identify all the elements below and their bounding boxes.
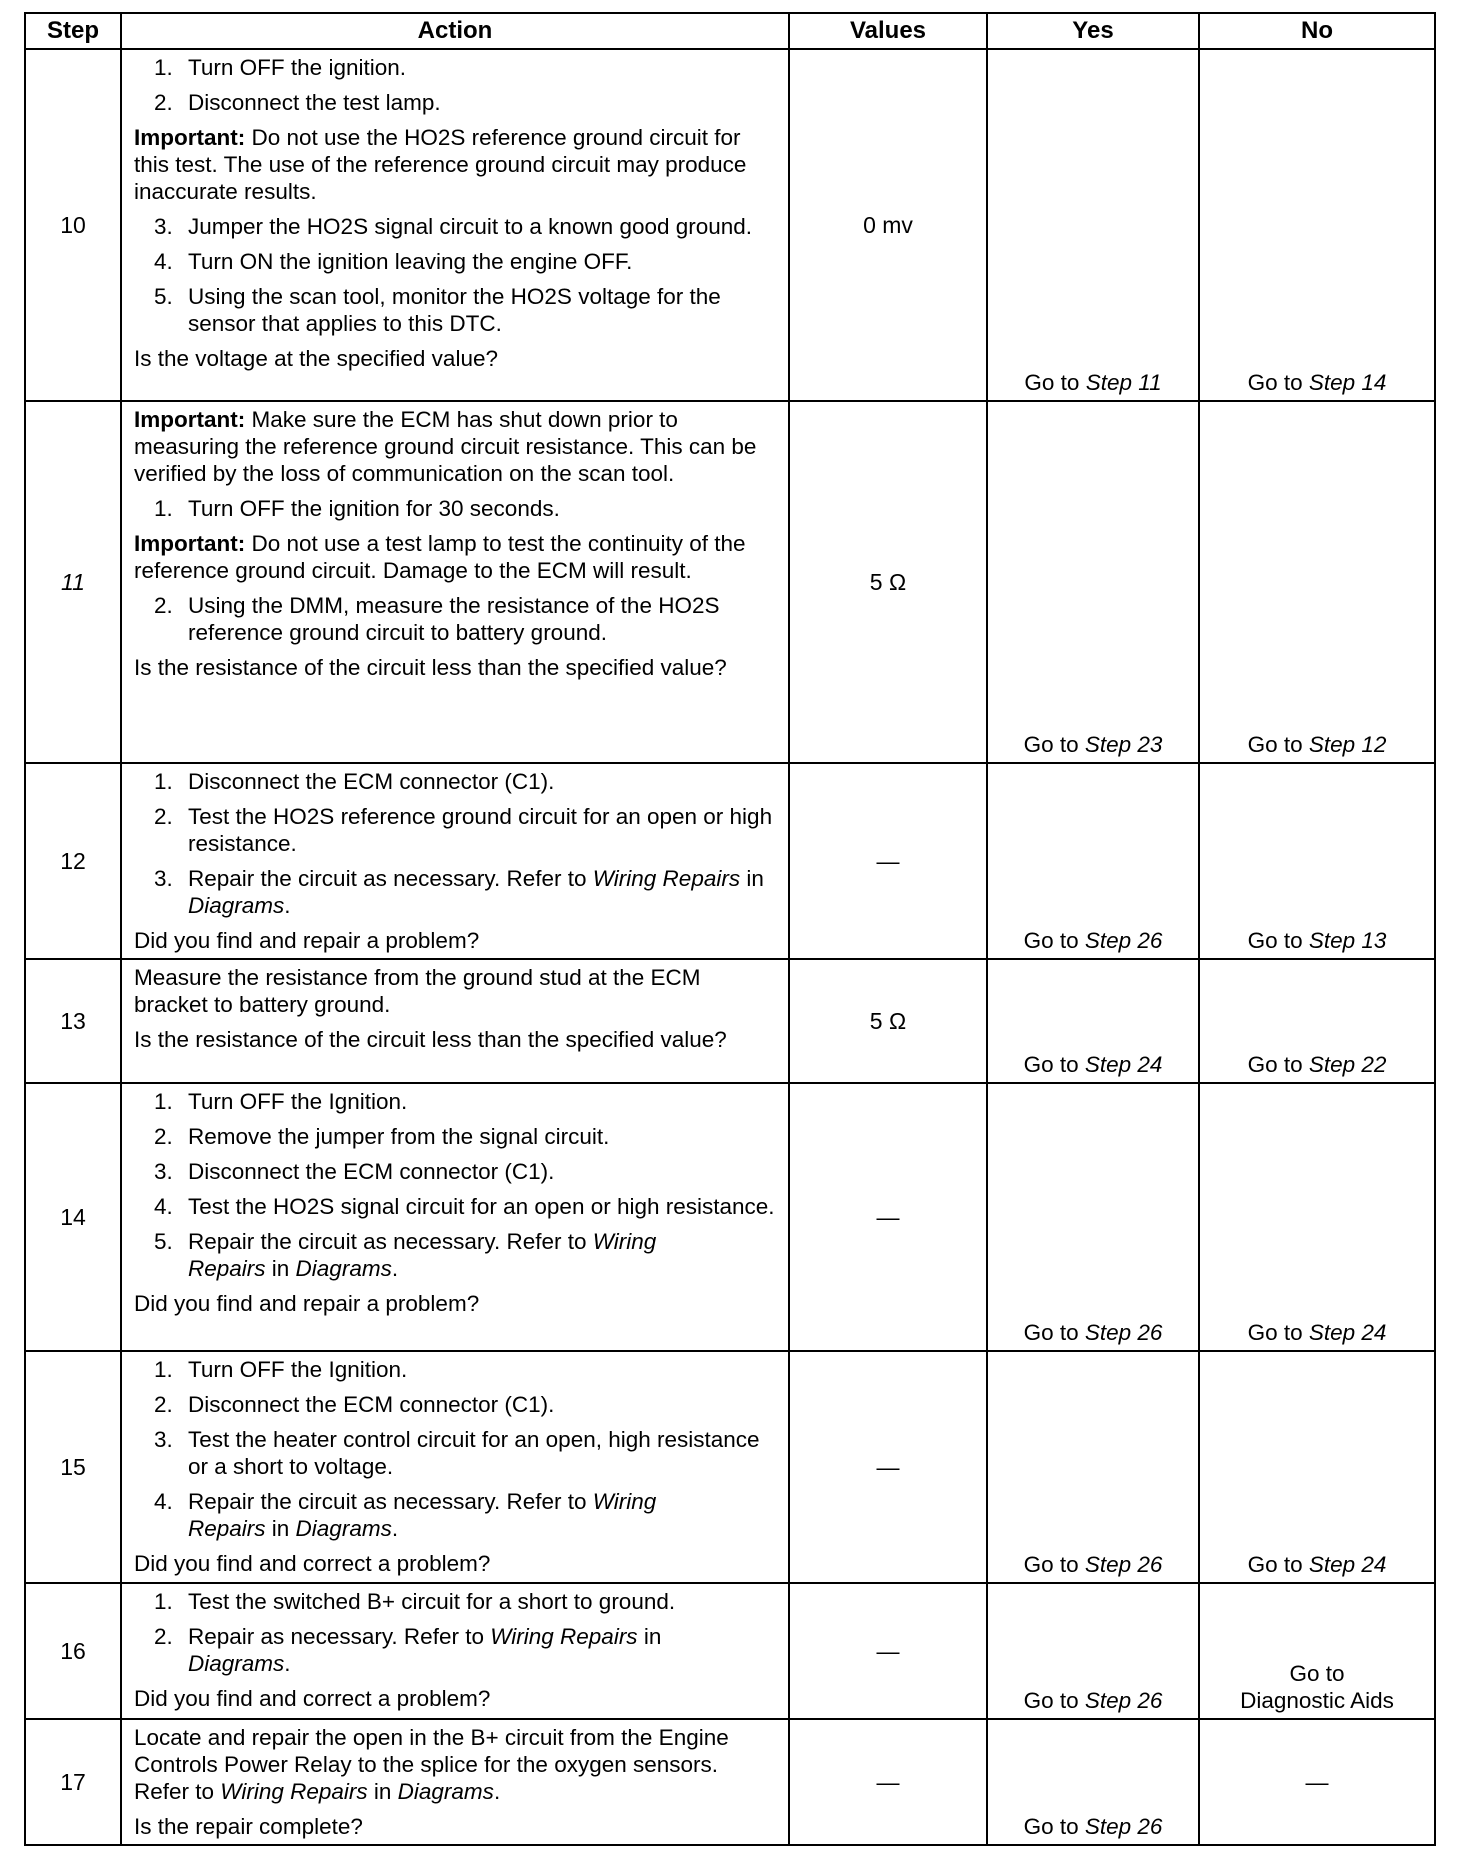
no-cell: Go to Step 13: [1199, 763, 1435, 959]
value-cell: —: [789, 1083, 987, 1351]
table-row: [25, 401, 1435, 763]
action-cell: [121, 1583, 789, 1719]
no-cell: Go to Step 22: [1199, 959, 1435, 1083]
step-reference: Step 26: [1084, 1320, 1163, 1345]
table-row: [25, 1583, 1435, 1719]
no-cell: Go to Diagnostic Aids: [1199, 1583, 1435, 1719]
question: Is the repair complete?: [134, 1814, 363, 1839]
question: Is the resistance of the circuit less than the specified value?: [134, 1027, 727, 1052]
step-reference: Step 26: [1084, 1814, 1163, 1839]
yes-cell: Go to Step 26: [987, 1351, 1199, 1583]
step-number: 17: [25, 1719, 121, 1845]
question: Did you find and correct a problem?: [134, 1551, 491, 1576]
action-cell: [121, 959, 789, 1083]
step-number: 12: [25, 763, 121, 959]
table-row: [25, 49, 1435, 401]
diagnostic-table-page: [24, 12, 1434, 1846]
list-item: 1. Turn OFF the Ignition.: [154, 1089, 408, 1114]
step-reference: Step 26: [1084, 1552, 1163, 1577]
step-number: 15: [25, 1351, 121, 1583]
action-cell: [121, 763, 789, 959]
value-cell: 0 mv: [789, 49, 987, 401]
table-row: [25, 1351, 1435, 1583]
yes-cell: Go to Step 26: [987, 1583, 1199, 1719]
step-reference: Step 23: [1084, 732, 1163, 757]
step-reference: Step 24: [1308, 1552, 1387, 1577]
question: Is the resistance of the circuit less than the specified value?: [134, 655, 727, 680]
important-note: Important: Do not use a test lamp to test the continuity of the reference ground circuit. Damage to the ECM will result.: [134, 531, 746, 583]
list-item: 2. Test the HO2S reference ground circuit for an open or high resistance.: [154, 804, 773, 856]
list-item: 1. Turn OFF the Ignition.: [154, 1357, 408, 1382]
table-row: [25, 959, 1435, 1083]
no-cell: Go to Step 12: [1199, 401, 1435, 763]
header-step: Step: [25, 13, 121, 49]
list-item: 2. Remove the jumper from the signal circuit.: [154, 1124, 610, 1149]
table-row: [25, 1719, 1435, 1845]
step-reference: Step 26: [1084, 928, 1163, 953]
step-reference: Step 13: [1308, 928, 1387, 953]
question: Is the voltage at the specified value?: [134, 346, 498, 371]
question: Did you find and correct a problem?: [134, 1686, 491, 1711]
value-cell: 5 Ω: [789, 401, 987, 763]
list-item: 5. Using the scan tool, monitor the HO2S voltage for the sensor that applies to this DTC.: [154, 284, 721, 336]
list-item: 4. Repair the circuit as necessary. Refer to Wiring Repairs in Diagrams.: [154, 1489, 657, 1541]
question: Did you find and repair a problem?: [134, 1291, 480, 1316]
list-item: 2. Disconnect the ECM connector (C1).: [154, 1392, 555, 1417]
list-item: 1. Turn OFF the ignition.: [154, 55, 407, 80]
step-reference: Step 11: [1085, 370, 1162, 395]
important-note: Important: Make sure the ECM has shut down prior to measuring the reference ground circuit resistance. This can be verified by the loss of communication on the scan tool.: [134, 407, 757, 486]
list-item: 3. Test the heater control circuit for an open, high resistance or a short to voltage.: [154, 1427, 760, 1479]
list-item: 2. Using the DMM, measure the resistance of the HO2S reference ground circuit to battery ground.: [154, 593, 720, 645]
diagnostic-table: [24, 12, 1436, 1846]
list-item: 4. Test the HO2S signal circuit for an open or high resistance.: [154, 1194, 775, 1219]
value-cell: 5 Ω: [789, 959, 987, 1083]
list-item: 3. Disconnect the ECM connector (C1).: [154, 1159, 555, 1184]
step-number: 11: [25, 401, 121, 763]
list-item: 2. Disconnect the test lamp.: [154, 90, 441, 115]
header-action: Action: [121, 13, 789, 49]
list-item: 3. Jumper the HO2S signal circuit to a known good ground.: [154, 214, 753, 239]
no-cell: Go to Step 14: [1199, 49, 1435, 401]
step-reference: Step 24: [1084, 1052, 1163, 1077]
step-reference: Step 12: [1308, 732, 1387, 757]
value-cell: —: [789, 1351, 987, 1583]
no-cell: —: [1199, 1719, 1435, 1845]
header-values: Values: [789, 13, 987, 49]
no-cell: Go to Step 24: [1199, 1083, 1435, 1351]
yes-cell: Go to Step 26: [987, 763, 1199, 959]
question: Did you find and repair a problem?: [134, 928, 480, 953]
step-number: 13: [25, 959, 121, 1083]
table-header-row: [25, 13, 1435, 49]
step-reference: Step 14: [1308, 370, 1387, 395]
header-no: No: [1199, 13, 1435, 49]
instruction-text: Locate and repair the open in the B+ circuit from the Engine Controls Power Relay to the splice for the oxygen sensors. Refer to Wiring Repairs in Diagrams.: [134, 1725, 729, 1804]
yes-cell: Go to Step 11: [987, 49, 1199, 401]
step-number: 10: [25, 49, 121, 401]
list-item: 2. Repair as necessary. Refer to Wiring Repairs in Diagrams.: [154, 1624, 662, 1676]
step-reference: Step 26: [1084, 1688, 1163, 1713]
no-cell: Go to Step 24: [1199, 1351, 1435, 1583]
list-item: 4. Turn ON the ignition leaving the engine OFF.: [154, 249, 633, 274]
important-note: Important: Do not use the HO2S reference ground circuit for this test. The use of the reference ground circuit may produce inaccurate results.: [134, 125, 747, 204]
action-cell: [121, 1351, 789, 1583]
list-item: 3. Repair the circuit as necessary. Refer to Wiring Repairs in Diagrams.: [154, 866, 764, 918]
action-cell: [121, 49, 789, 401]
action-cell: [121, 1083, 789, 1351]
action-cell: [121, 401, 789, 763]
table-row: [25, 763, 1435, 959]
instruction-text: Measure the resistance from the ground stud at the ECM bracket to battery ground.: [134, 965, 701, 1017]
list-item: 1. Turn OFF the ignition for 30 seconds.: [154, 496, 560, 521]
yes-cell: Go to Step 26: [987, 1719, 1199, 1845]
table-row: [25, 1083, 1435, 1351]
yes-cell: Go to Step 24: [987, 959, 1199, 1083]
header-yes: Yes: [987, 13, 1199, 49]
yes-cell: Go to Step 26: [987, 1083, 1199, 1351]
list-item: 1. Disconnect the ECM connector (C1).: [154, 769, 555, 794]
value-cell: —: [789, 1583, 987, 1719]
step-reference: Step 24: [1308, 1320, 1387, 1345]
step-reference: Step 22: [1308, 1052, 1387, 1077]
action-cell: [121, 1719, 789, 1845]
step-number: 14: [25, 1083, 121, 1351]
value-cell: —: [789, 763, 987, 959]
value-cell: —: [789, 1719, 987, 1845]
list-item: 5. Repair the circuit as necessary. Refer to Wiring Repairs in Diagrams.: [154, 1229, 657, 1281]
step-number: 16: [25, 1583, 121, 1719]
list-item: 1. Test the switched B+ circuit for a short to ground.: [154, 1589, 676, 1614]
yes-cell: Go to Step 23: [987, 401, 1199, 763]
